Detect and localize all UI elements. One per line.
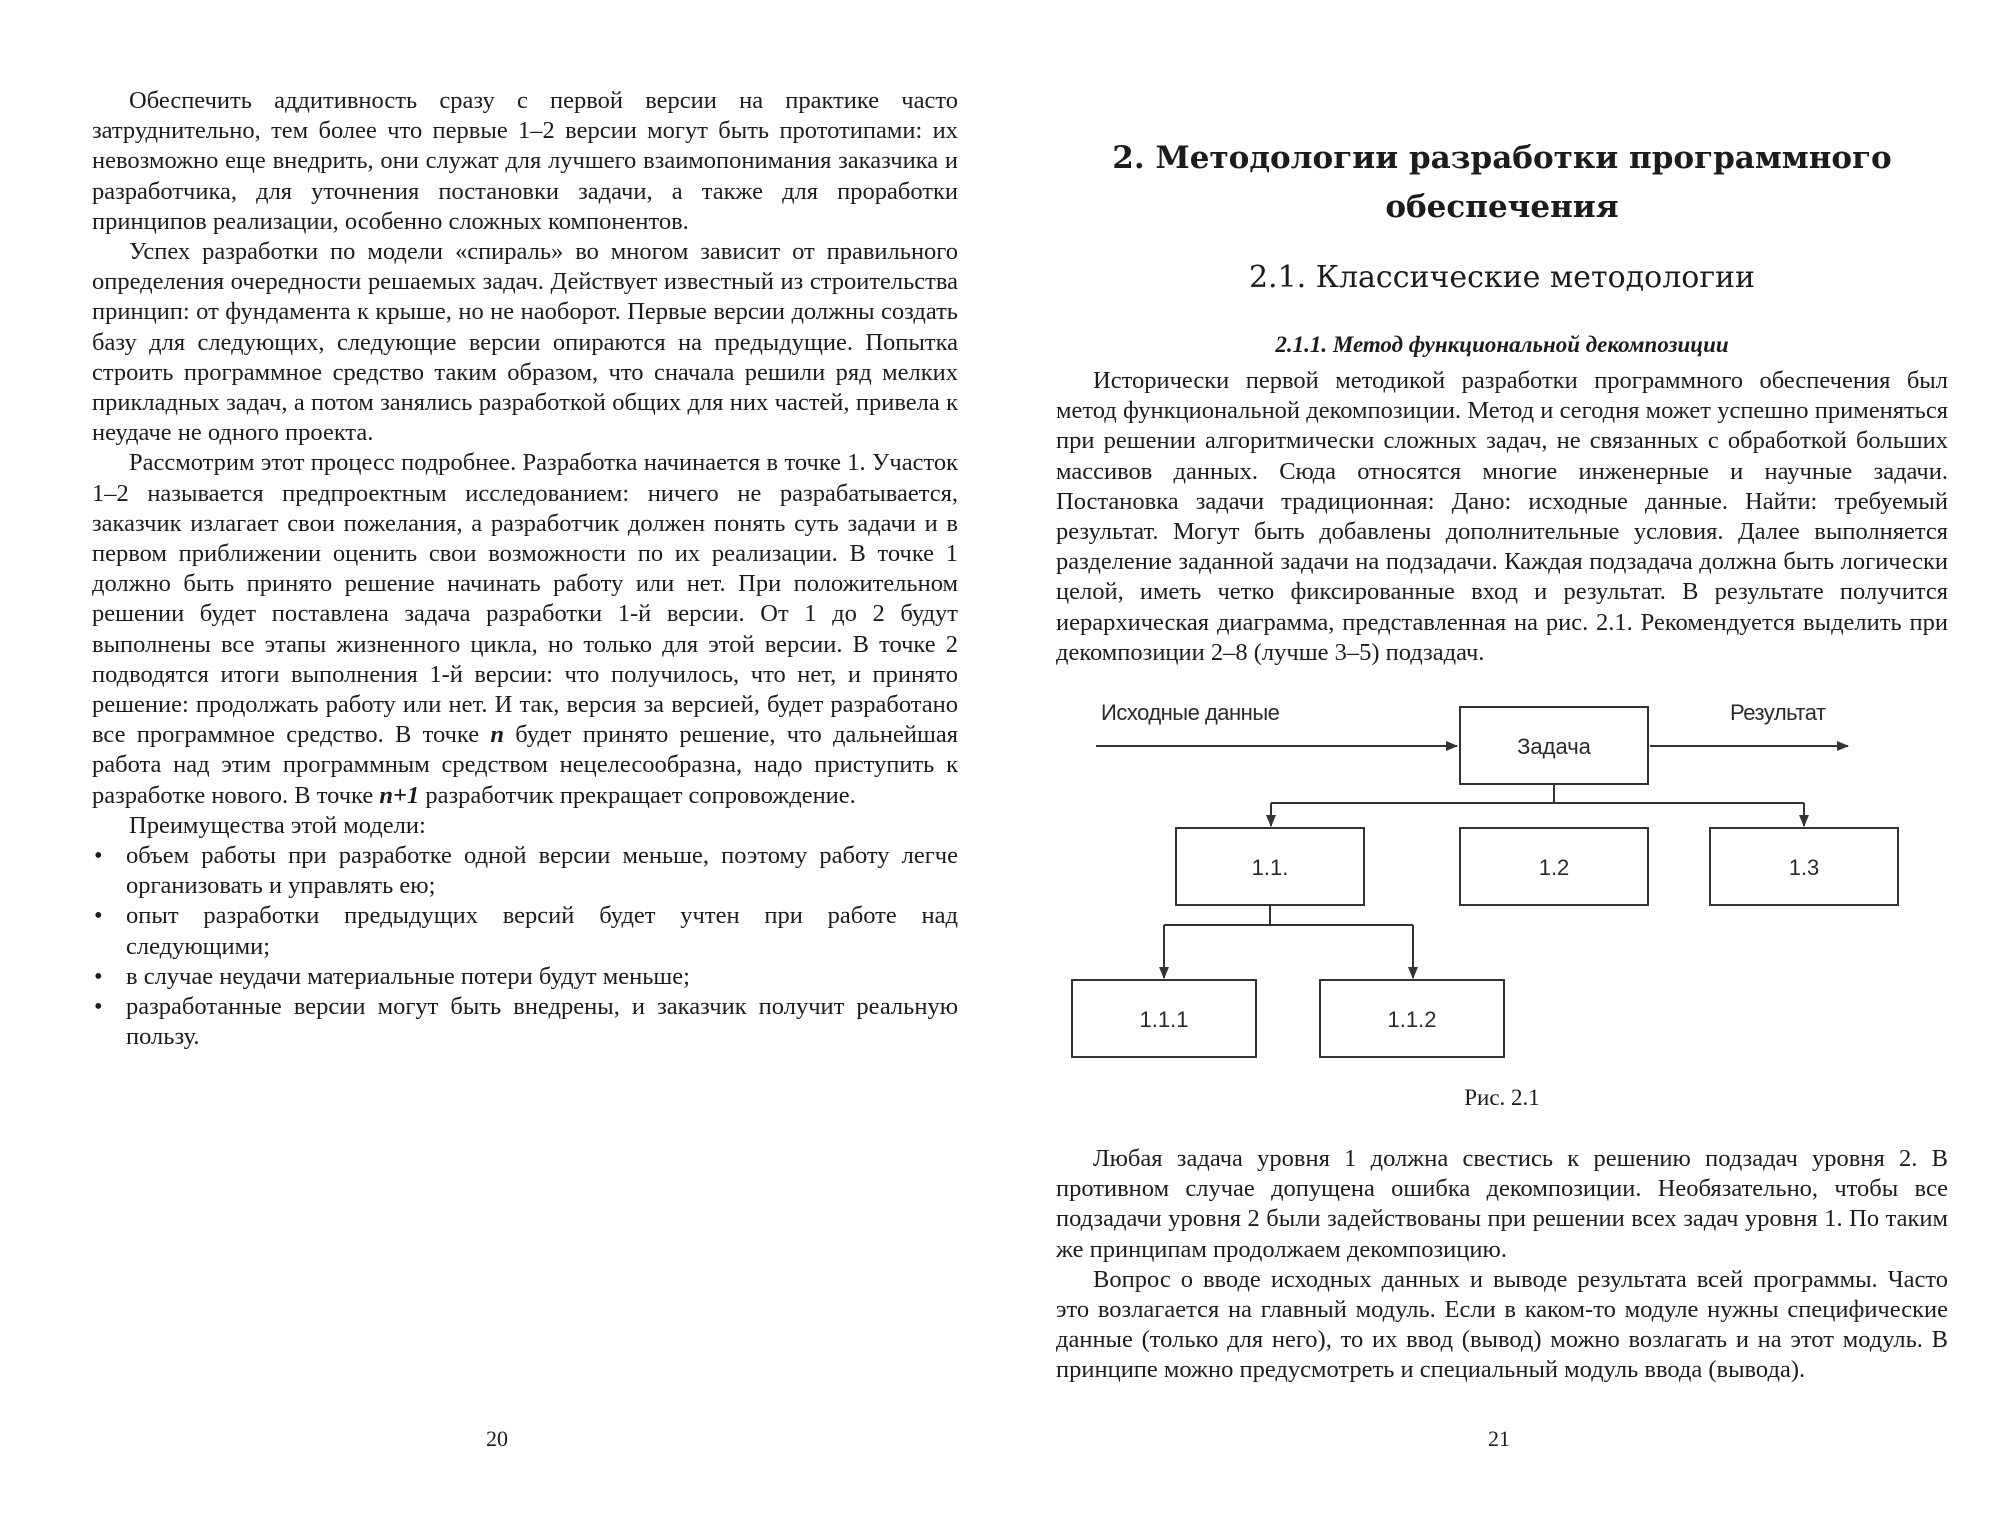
advantages-heading: Преимущества этой модели: <box>129 811 426 839</box>
input-label: Исходные данные <box>1101 700 1280 725</box>
paragraph-spiral-success: Успех разработки по модели «спираль» во многом зависит от правильного определения очередности решаемых задач. Действует известный из строительства принцип: от фундамента к крыше, но не наоборот. Первые версии должны создать базу для следующих, следующие версии опираются на предыдущие. Попытка строить программное средство таким образом, что сначала решили ряд мелких прикладных задач, а потом занялись разработкой общих для них частей, привела к неудаче не одного проекта. <box>92 238 958 447</box>
decomposition-diagram <box>1056 690 1948 1070</box>
task-label: Задача <box>1517 734 1591 759</box>
process-text-1: Рассмотрим этот процесс подробнее. Разработка начинается в точке 1. Участок 1–2 называется предпроектным исследованием: ничего не разрабатывается, заказчик излагает свои пожелания, а разработчик должен понять суть задачи и в первом приближении оценить свои возможности по их реализации. В точке 1 должно быть принято решение начинать работу или нет. При положительном решении будет поставлена задача разработки 1-й версии. От 1 до 2 будут выполнены все этапы жизненного цикла, но только для этой версии. В точке 2 подводятся итоги выполнения 1-й версии: что получилось, что нет, и принято решение: продолжать работу или нет. И так, версия за версией, будет разработано все программное средство. В точке <box>92 449 958 749</box>
paragraph-process <box>92 448 958 810</box>
advantage-item: • объем работы при разработке одной версии меньше, поэтому работу легче организовать и управлять ею; <box>92 841 958 901</box>
page-number-left: 20 <box>486 1426 508 1451</box>
left-page-text <box>92 86 958 1053</box>
subsection-title: 2.1.1. Метод функциональной декомпозиции <box>1275 332 1729 357</box>
chapter-title: 2. Методологии разработки программного обеспечения <box>1112 140 1892 225</box>
process-text-3: разработчик прекращает сопровождение. <box>425 781 856 809</box>
point-n-plus-1: n+1 <box>379 781 420 809</box>
point-n: n <box>490 721 504 749</box>
output-label: Результат <box>1730 700 1826 725</box>
advantage-item: • разработанные версии могут быть внедрены, и заказчик получит реальную пользу. <box>92 992 958 1052</box>
process-text-2: будет принято решение, что дальнейшая работа над этим программным средством нецелесообразна, надо приступить к разработке нового. В точке <box>92 721 958 809</box>
subtask-label: 1.1.2 <box>1387 1007 1437 1032</box>
figure-caption: Рис. 2.1 <box>1464 1085 1540 1110</box>
paragraph-additivity: Обеспечить аддитивность сразу с первой версии на практике часто затруднительно, тем более что первые 1–2 версии могут быть прототипами: их невозможно еще внедрить, они служат для лучшего взаимопонимания заказчика и разработчика, для уточнения постановки задачи, а также для проработки принципов реализации, особенно сложных компонентов. <box>92 87 958 235</box>
subtask-label: 1.1. <box>1251 855 1289 880</box>
subtask-label: 1.1.1 <box>1139 1007 1189 1032</box>
right-page-continued-text <box>1056 1144 1948 1386</box>
advantages-list <box>92 841 958 1052</box>
section-title: 2.1. Классические методологии <box>1248 260 1756 295</box>
right-page-intro-text <box>1056 366 1948 668</box>
paragraph-level-decomposition: Любая задача уровня 1 должна свестись к решению подзадач уровня 2. В противном случае допущена ошибка декомпозиции. Необязательно, чтобы все подзадачи уровня 2 были задействованы при решении всех задач уровня 1. По таким же принципам продолжаем декомпозицию. <box>1056 1145 1948 1263</box>
page-number-right: 21 <box>1488 1426 1510 1451</box>
subtask-label: 1.3 <box>1788 855 1820 880</box>
advantage-item: • в случае неудачи материальные потери будут меньше; <box>92 962 958 992</box>
paragraph-functional-decomposition: Исторически первой методикой разработки программного обеспечения был метод функциональной декомпозиции. Метод и сегодня может успешно применяться при решении алгоритмически сложных задач, не связанных с обработкой больших массивов данных. Сюда относятся многие инженерные и научные задачи. Постановка задачи традиционная: Дано: исходные данные. Найти: требуемый результат. Могут быть добавлены дополнительные условия. Далее выполняется разделение заданной задачи на подзадачи. Каждая подзадача должна быть логически целой, иметь четко фиксированные вход и результат. В результате получится иерархическая диаграмма, представленная на рис. 2.1. Рекомендуется выделить при декомпозиции 2–8 (лучше 3–5) подзадач. <box>1056 367 1948 666</box>
paragraph-input-output: Вопрос о вводе исходных данных и выводе результата всей программы. Часто это возлагается на главный модуль. Если в каком-то модуле нужны специфические данные (только для него), то их ввод (вывод) можно возлагать и на этот модуль. В принципе можно предусмотреть и специальный модуль ввода (вывода). <box>1056 1265 1948 1384</box>
advantage-item: • опыт разработки предыдущих версий будет учтен при работе над следующими; <box>92 901 958 961</box>
subtask-label: 1.2 <box>1538 855 1570 880</box>
